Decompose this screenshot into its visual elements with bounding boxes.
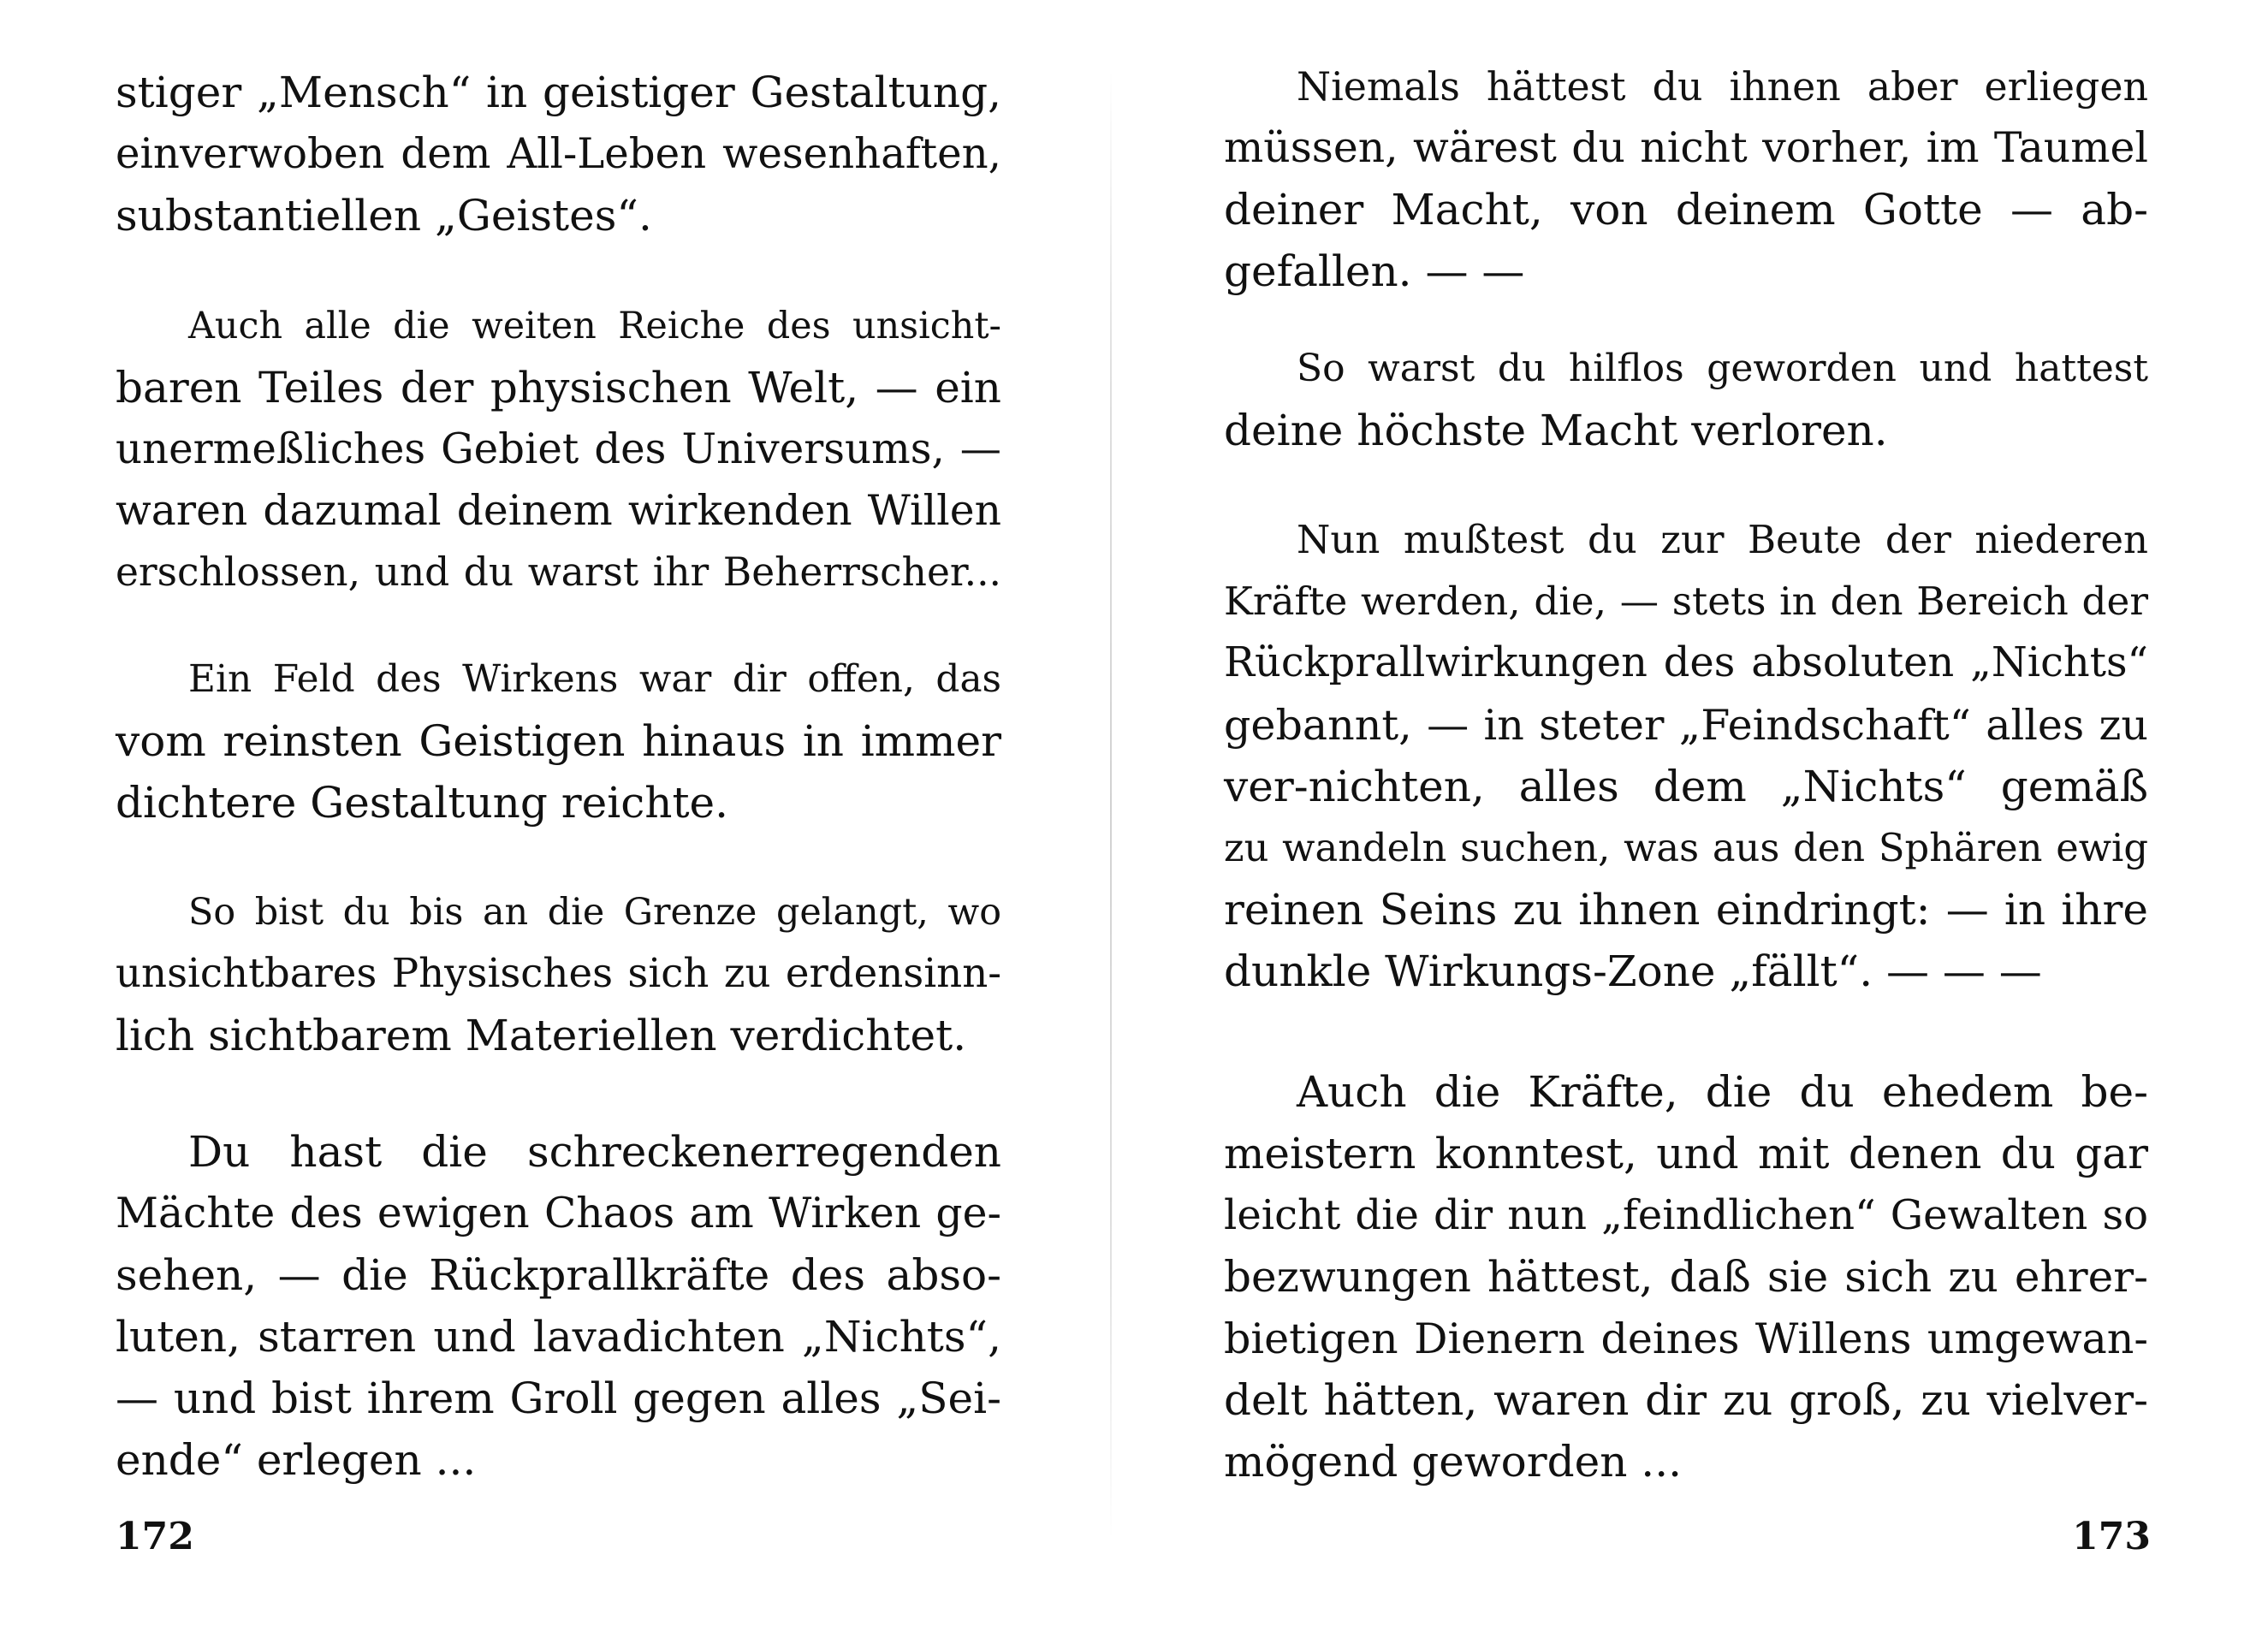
text-line: einverwoben dem All-Leben wesenhaften, [116, 130, 1001, 178]
text-line: mögend geworden ... [1224, 1437, 1682, 1487]
text-line: zu wandeln suchen, was aus den Sphären ewig [1224, 825, 2148, 870]
paragraph [116, 649, 1001, 834]
text-line: deine höchste Macht verloren. [1224, 406, 1888, 455]
text-line: luten, starren und lavadichten „Nichts“, [116, 1312, 1001, 1362]
text-line: Auch die Kräfte, die du ehedem be- [1297, 1067, 2148, 1117]
text-line: müssen, wärest du nicht vorher, im Taumel [1224, 123, 2148, 172]
text-line: gefallen. — — [1224, 246, 1525, 296]
text-line: unermeßliches Gebiet des Universums, — [116, 425, 1001, 473]
text-line: bezwungen hättest, daß sie sich zu ehrer- [1224, 1252, 2148, 1302]
text-line: deiner Macht, von deinem Gotte — ab- [1224, 185, 2148, 234]
text-line: baren Teiles der physischen Welt, — ein [116, 363, 1001, 412]
text-line: Nun mußtest du zur Beute der niederen [1297, 517, 2148, 562]
text-line: substantiellen „Geistes“. [116, 191, 652, 240]
text-line: Rückprallwirkungen des absoluten „Nichts“ [1224, 639, 2148, 686]
paragraph [1224, 338, 2148, 461]
text-line: ende“ erlegen ... [116, 1435, 477, 1485]
text-line: sehen, — die Rückprallkräfte des abso- [116, 1250, 1001, 1300]
text-line: bietigen Dienern deines Willens umgewan- [1224, 1314, 2148, 1363]
text-line: lich sichtbarem Materiellen verdichtet. [116, 1011, 967, 1060]
page-number: 173 [2072, 1515, 2151, 1558]
text-line: Ein Feld des Wirkens war dir offen, das [188, 657, 1001, 701]
text-line: So bist du bis an die Grenze gelangt, wo [188, 891, 1001, 934]
text-line: delt hätten, waren dir zu groß, zu vielver- [1224, 1375, 2148, 1425]
paragraph [1224, 1061, 2148, 1492]
text-line: dunkle Wirkungs-Zone „fällt“. — — — [1224, 947, 2042, 996]
text-line: dichtere Gestaltung reichte. [116, 778, 729, 828]
text-line: vom reinsten Geistigen hinaus in immer [116, 716, 1001, 766]
text-line: Kräfte werden, die, — stets in den Bereich der [1224, 579, 2148, 624]
text-line: gebannt, — in steter „Feindschaft“ alles zu [1224, 700, 2148, 750]
paragraph [116, 295, 1001, 603]
text-line: Du hast die schreckenerregenden [188, 1127, 1001, 1177]
text-line: — und bist ihrem Groll gegen alles „Sei- [116, 1374, 1001, 1423]
text-line: waren dazumal deinem wirkenden Willen [116, 487, 1001, 535]
paragraph [1224, 56, 2148, 302]
text-line: meistern konntest, und mit denen du gar [1224, 1129, 2148, 1178]
paragraph [116, 62, 1001, 246]
paragraph [116, 1121, 1001, 1491]
right-page [1113, 0, 2268, 1626]
text-line: Niemals hättest du ihnen aber erliegen [1297, 63, 2148, 110]
page-number: 172 [116, 1515, 194, 1558]
paragraph [116, 881, 1001, 1066]
text-line: Auch alle die weiten Reiche des unsicht- [188, 305, 1001, 347]
text-line: ver-nichten, alles dem „Nichts“ gemäß [1224, 762, 2148, 811]
text-line: stiger „Mensch“ in geistiger Gestaltung, [116, 68, 1001, 117]
text-line: erschlossen, und du warst ihr Beherrscher... [116, 549, 1001, 595]
text-line: reinen Seins zu ihnen eindringt: — in ihre [1224, 885, 2148, 935]
text-line: leicht die dir nun „feindlichen“ Gewalten so [1224, 1191, 2148, 1239]
text-line: Mächte des ewigen Chaos am Wirken ge- [116, 1189, 1001, 1237]
text-line: unsichtbares Physisches sich zu erdensinn- [116, 951, 1001, 997]
text-line: So warst du hilflos geworden und hattest [1297, 347, 2148, 390]
left-page [0, 0, 1113, 1626]
paragraph [1224, 509, 2148, 1002]
